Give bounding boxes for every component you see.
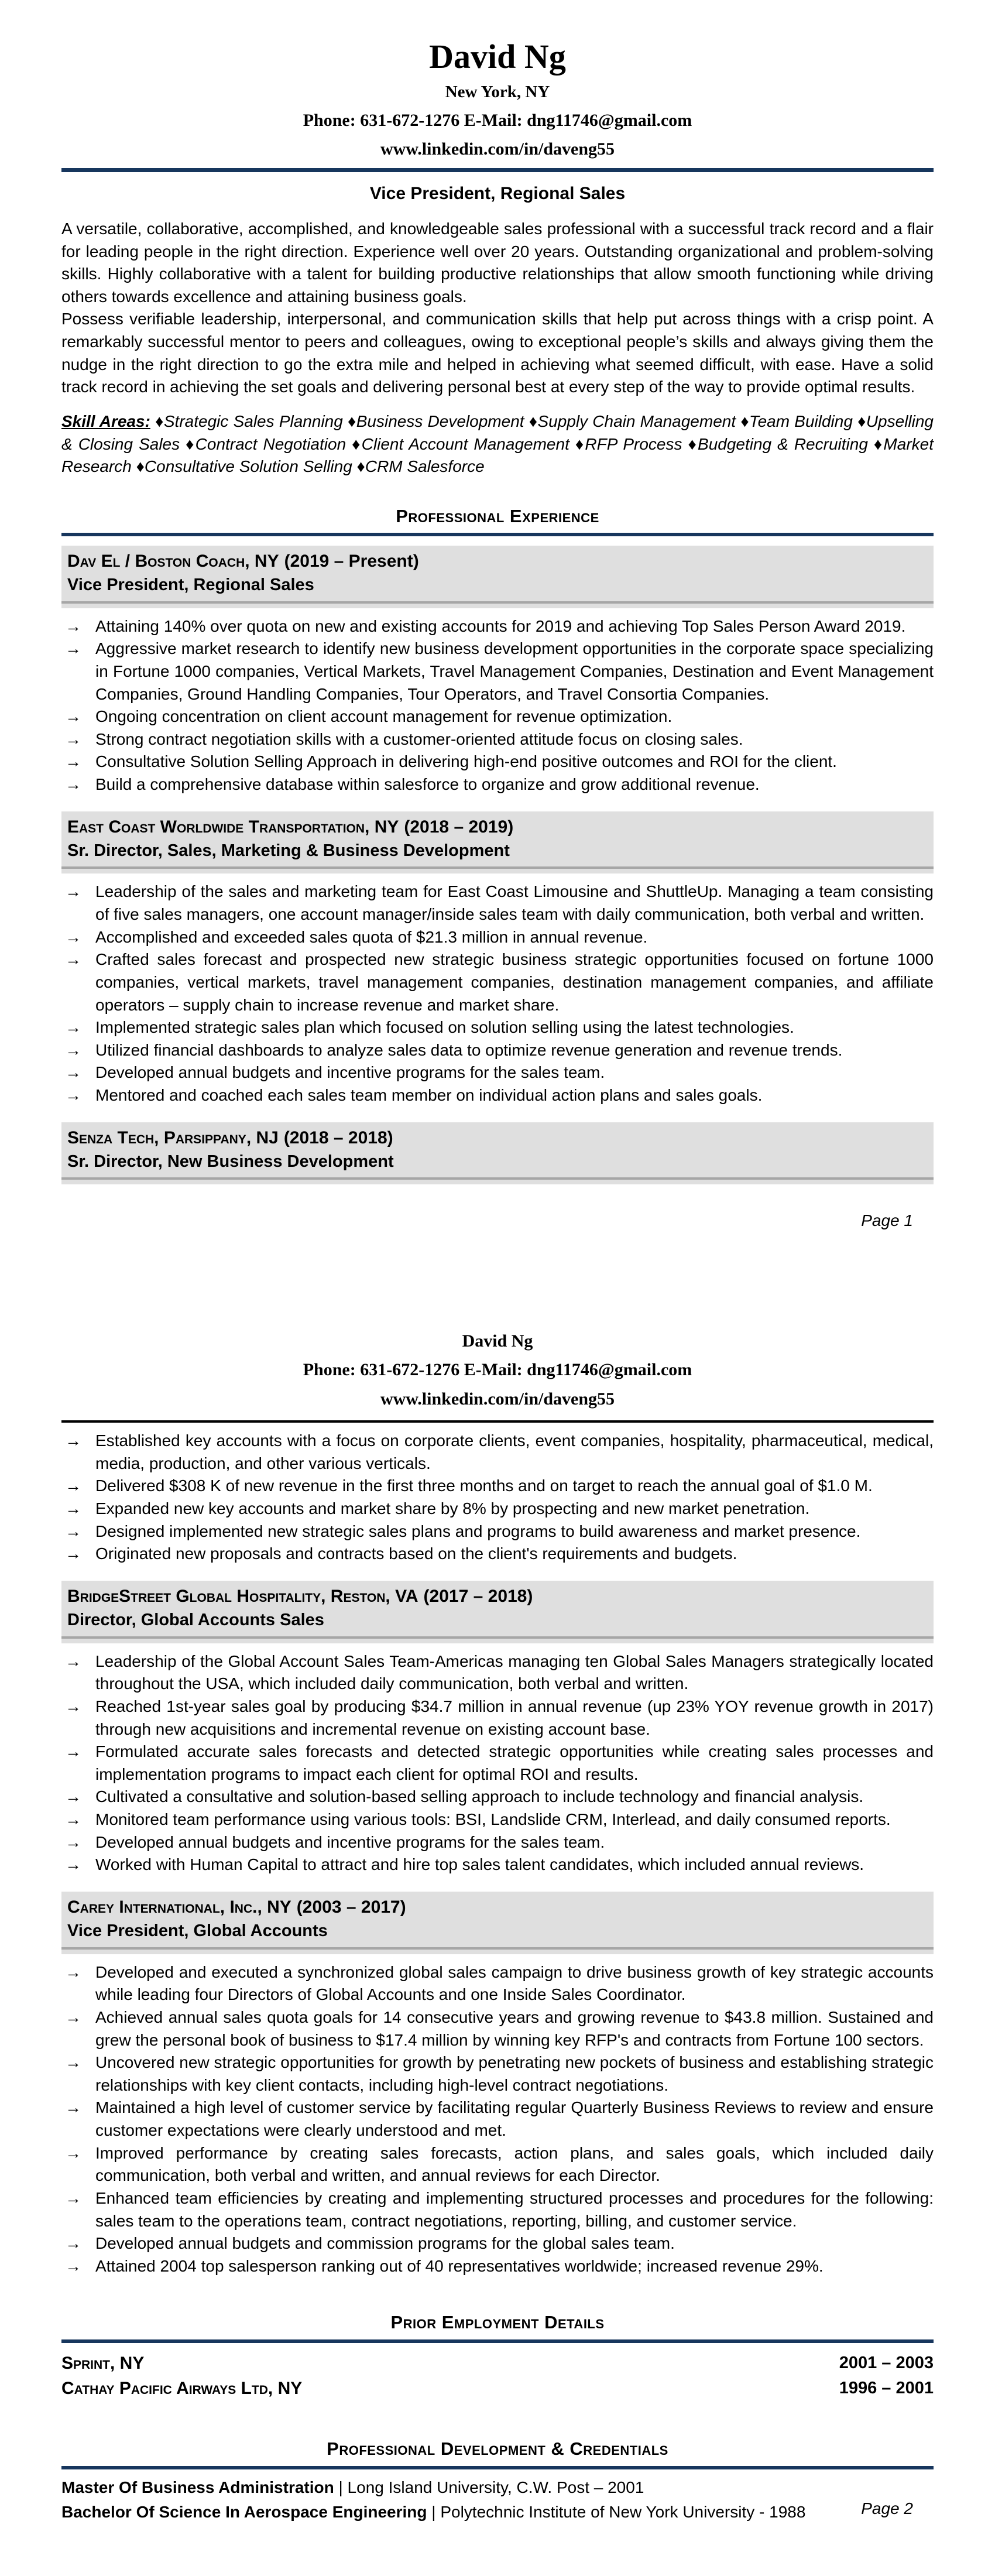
arrow-bullet-icon: → bbox=[65, 1522, 81, 1540]
contact-line: Phone: 631-672-1276 E-Mail: dng11746@gmail.com bbox=[303, 110, 692, 130]
skill-areas-list: ♦Strategic Sales Planning ♦Business Development ♦Supply Chain Management ♦Team Building ♦Upselling & Closing Sales ♦Contract Negotiation ♦Client Account Management ♦RFP Process ♦Budgeting & Recruiting ♦Market Research ♦Consultative Solution Selling ♦CRM Salesforce bbox=[61, 412, 934, 476]
bullet-item bbox=[61, 751, 934, 773]
degree-detail: | Long Island University, C.W. Post – 2001 bbox=[334, 2478, 644, 2496]
job-title: Sr. Director, New Business Development bbox=[67, 1152, 394, 1171]
arrow-bullet-icon: → bbox=[65, 1063, 81, 1082]
bullet-text: Aggressive market research to identify new business development opportunities in the corporate space specializing in Fortune 1000 companies, Vertical Markets, Travel Management Companies, Destination and Event Management Companies, Ground Handling Companies, Tour Operators, and Travel Consortia Companies. bbox=[95, 639, 934, 703]
job-title: Director, Global Accounts Sales bbox=[67, 1611, 324, 1630]
bullet-list bbox=[61, 1650, 934, 1876]
linkedin-url: www.linkedin.com/in/daveng55 bbox=[380, 139, 615, 159]
bullet-item bbox=[61, 2232, 934, 2255]
section-divider bbox=[61, 533, 934, 536]
location-line: New York, NY bbox=[445, 82, 550, 101]
arrow-bullet-icon: → bbox=[65, 639, 81, 658]
linkedin-url: www.linkedin.com/in/daveng55 bbox=[380, 1389, 615, 1409]
bullet-item bbox=[61, 2187, 934, 2232]
arrow-bullet-icon: → bbox=[65, 1499, 81, 1518]
bullet-text: Accomplished and exceeded sales quota of $21.3 million in annual revenue. bbox=[95, 927, 648, 946]
arrow-bullet-icon: → bbox=[65, 882, 81, 901]
arrow-bullet-icon: → bbox=[65, 1832, 81, 1851]
prior-employment-row bbox=[61, 2376, 934, 2400]
job-header bbox=[61, 1581, 934, 1643]
arrow-bullet-icon: → bbox=[65, 1810, 81, 1829]
company-name: Senza Tech, Parsippany, NJ bbox=[67, 1128, 279, 1147]
job-dates: (2019 – Present) bbox=[284, 551, 419, 571]
bullet-item bbox=[61, 1854, 934, 1876]
arrow-bullet-icon: → bbox=[65, 1018, 81, 1037]
bullet-text: Originated new proposals and contracts based on the client's requirements and budgets. bbox=[95, 1544, 737, 1563]
arrow-bullet-icon: → bbox=[65, 1086, 81, 1105]
bullet-text: Monitored team performance using various tools: BSI, Landslide CRM, Interlead, and daily consumed reports. bbox=[95, 1810, 891, 1829]
summary-paragraph: A versatile, collaborative, accomplished, and knowledgeable sales professional with a successful track record and a flair for leading people in the right direction. Experience well over 20 years. Outstanding organizational and problem-solving skills. Highly collaborative with a talent for building productive relationships that allow smooth functioning while driving others towards excellence and attaining business goals. bbox=[61, 219, 934, 306]
bullet-text: Developed annual budgets and incentive programs for the sales team. bbox=[95, 1832, 605, 1851]
job-header bbox=[61, 811, 934, 874]
bullet-text: Reached 1st-year sales goal by producing $34.7 million in annual revenue (up 23% YOY revenue growth in 2017) through new acquisitions and incremental revenue on existing account base. bbox=[95, 1697, 934, 1738]
arrow-bullet-icon: → bbox=[65, 2098, 81, 2117]
arrow-bullet-icon: → bbox=[65, 2256, 81, 2275]
arrow-bullet-icon: → bbox=[65, 775, 81, 794]
arrow-bullet-icon: → bbox=[65, 2008, 81, 2026]
bullet-item bbox=[61, 1061, 934, 1084]
bullet-list bbox=[61, 1430, 934, 1566]
arrow-bullet-icon: → bbox=[65, 1962, 81, 1981]
bullet-item bbox=[61, 638, 934, 705]
page-number: Page 2 bbox=[861, 2499, 913, 2518]
bullet-item bbox=[61, 1650, 934, 1695]
bullet-item bbox=[61, 705, 934, 728]
bullet-text: Attained 2004 top salesperson ranking out of 40 representatives worldwide; increased revenue 29%. bbox=[95, 2256, 824, 2275]
job-dates: (2003 – 2017) bbox=[296, 1897, 406, 1917]
bullet-item bbox=[61, 2097, 934, 2142]
company-name: Carey International, Inc., NY bbox=[67, 1897, 291, 1917]
bullet-text: Cultivated a consultative and solution-based selling approach to include technology and financial analysis. bbox=[95, 1787, 864, 1806]
bullet-item bbox=[61, 615, 934, 638]
arrow-bullet-icon: → bbox=[65, 1855, 81, 1874]
bullet-text: Designed implemented new strategic sales plans and programs to build awareness and market presence. bbox=[95, 1522, 861, 1540]
bullet-item bbox=[61, 1741, 934, 1786]
job-header-rule bbox=[61, 1177, 934, 1180]
arrow-bullet-icon: → bbox=[65, 2053, 81, 2072]
job-dates: 2001 – 2003 bbox=[839, 2353, 934, 2372]
bullet-text: Improved performance by creating sales forecasts, action plans, and sales goals, which included daily communication, both verbal and written, and annual reviews for each Director. bbox=[95, 2143, 934, 2185]
bullet-text: Established key accounts with a focus on corporate clients, event companies, hospitality, pharmaceutical, medical, media, production, and other various verticals. bbox=[95, 1431, 934, 1472]
bullet-item bbox=[61, 948, 934, 1016]
bullet-item bbox=[61, 773, 934, 796]
bullet-text: Ongoing concentration on client account management for revenue optimization. bbox=[95, 707, 673, 726]
bullet-text: Leadership of the Global Account Sales Team-Americas managing ten Global Sales Managers strategically located throughout the USA, which included daily communication, both verbal and written. bbox=[95, 1652, 934, 1693]
bullet-item bbox=[61, 1543, 934, 1566]
bullet-text: Uncovered new strategic opportunities for growth by penetrating new pockets of business and establishing strategic relationships with key client contacts, including high-level contract negotiations. bbox=[95, 2053, 934, 2094]
bullet-item bbox=[61, 728, 934, 751]
bullet-item bbox=[61, 2006, 934, 2051]
education-item bbox=[61, 2501, 934, 2524]
bullet-text: Developed annual budgets and commission programs for the global sales team. bbox=[95, 2234, 675, 2253]
bullet-item bbox=[61, 1808, 934, 1831]
job-title: Vice President, Global Accounts bbox=[67, 1921, 328, 1941]
company-name: Sprint, NY bbox=[61, 2353, 145, 2373]
section-heading-prior-employment: Prior Employment Details bbox=[390, 2312, 605, 2333]
job-header bbox=[61, 1122, 934, 1185]
job-dates: (2018 – 2019) bbox=[404, 817, 514, 837]
job-dates: (2018 – 2018) bbox=[283, 1128, 393, 1147]
bullet-text: Mentored and coached each sales team member on individual action plans and sales goals. bbox=[95, 1086, 763, 1105]
bullet-item bbox=[61, 1498, 934, 1520]
job-dates: (2017 – 2018) bbox=[423, 1586, 533, 1606]
bullet-item bbox=[61, 1786, 934, 1808]
arrow-bullet-icon: → bbox=[65, 2143, 81, 2162]
candidate-name: David Ng bbox=[462, 1331, 533, 1351]
bullet-text: Implemented strategic sales plan which focused on solution selling using the latest technologies. bbox=[95, 1018, 794, 1037]
bullet-text: Achieved annual sales quota goals for 14 consecutive years and growing revenue to $43.8 million. Sustained and grew the personal book of business to $17.4 million by winning key RFP's and contracts from Fortune 100 sectors. bbox=[95, 2008, 934, 2049]
degree-name: Master Of Business Administration bbox=[61, 2478, 334, 2496]
arrow-bullet-icon: → bbox=[65, 1477, 81, 1495]
contact-line: Phone: 631-672-1276 E-Mail: dng11746@gmail.com bbox=[303, 1360, 692, 1380]
bullet-item bbox=[61, 1831, 934, 1854]
resume-page-2 bbox=[0, 1288, 995, 2576]
bullet-item bbox=[61, 2051, 934, 2097]
bullet-item bbox=[61, 926, 934, 949]
arrow-bullet-icon: → bbox=[65, 1544, 81, 1563]
arrow-bullet-icon: → bbox=[65, 950, 81, 969]
arrow-bullet-icon: → bbox=[65, 707, 81, 726]
bullet-text: Worked with Human Capital to attract and hire top sales talent candidates, which included annual reviews. bbox=[95, 1855, 864, 1874]
job-title: Vice President, Regional Sales bbox=[67, 576, 314, 595]
arrow-bullet-icon: → bbox=[65, 1787, 81, 1806]
arrow-bullet-icon: → bbox=[65, 752, 81, 771]
bullet-list bbox=[61, 1961, 934, 2278]
section-heading-experience: Professional Experience bbox=[396, 505, 599, 526]
bullet-text: Developed annual budgets and incentive programs for the sales team. bbox=[95, 1063, 605, 1082]
bullet-text: Utilized financial dashboards to analyze sales data to optimize revenue generation and revenue trends. bbox=[95, 1040, 843, 1059]
bullet-text: Expanded new key accounts and market share by 8% by prospecting and new market penetration. bbox=[95, 1499, 810, 1518]
skill-areas-label: Skill Areas: bbox=[61, 412, 150, 430]
bullet-item bbox=[61, 1016, 934, 1039]
header-divider bbox=[61, 168, 934, 172]
company-name: Cathay Pacific Airways Ltd, NY bbox=[61, 2379, 303, 2398]
bullet-item bbox=[61, 1084, 934, 1107]
arrow-bullet-icon: → bbox=[65, 1697, 81, 1715]
prior-employment-list bbox=[61, 2351, 934, 2401]
section-divider bbox=[61, 2466, 934, 2469]
degree-detail: | Polytechnic Institute of New York University - 1988 bbox=[427, 2503, 806, 2522]
bullet-text: Leadership of the sales and marketing team for East Coast Limousine and ShuttleUp. Managing a team consisting of five sales managers, one account manager/inside sales team with daily communication, both verbal and written. bbox=[95, 882, 934, 924]
bullet-text: Crafted sales forecast and prospected new strategic business strategic opportunities focused on fortune 1000 companies, vertical markets, travel management companies, destination management companies, and affiliate operators – supply chain to increase revenue and market share. bbox=[95, 950, 934, 1014]
bullet-item bbox=[61, 2142, 934, 2187]
bullet-item bbox=[61, 1520, 934, 1543]
section-divider bbox=[61, 2339, 934, 2343]
bullet-item bbox=[61, 1039, 934, 1062]
bullet-item bbox=[61, 881, 934, 926]
company-name: Dav El / Boston Coach, NY bbox=[67, 551, 279, 571]
bullet-list bbox=[61, 615, 934, 796]
summary-paragraph: Possess verifiable leadership, interpersonal, and communication skills that help put across things with a crisp point. A remarkably successful mentor to peers and colleagues, owing to exceptional people’s skills and always giving them the nudge in the right direction to go the extra mile and helped in achieving what seemed difficult, with ease. Have a solid track record in achieving the set goals and delivering personal best at every step of the way to provide optimal results. bbox=[61, 310, 934, 396]
bullet-item bbox=[61, 1475, 934, 1498]
bullet-list bbox=[61, 881, 934, 1107]
skill-areas bbox=[61, 410, 934, 478]
job-header-rule bbox=[61, 601, 934, 604]
bullet-text: Attaining 140% over quota on new and existing accounts for 2019 and achieving Top Sales Person Award 2019. bbox=[95, 616, 906, 635]
bullet-text: Consultative Solution Selling Approach in delivering high-end positive outcomes and ROI for the client. bbox=[95, 752, 837, 771]
arrow-bullet-icon: → bbox=[65, 616, 81, 635]
job-header bbox=[61, 1892, 934, 1954]
bullet-text: Developed and executed a synchronized global sales campaign to drive business growth of key strategic accounts while leading four Directors of Global Accounts and one Inside Sales Coordinator. bbox=[95, 1962, 934, 2004]
job-header-rule bbox=[61, 866, 934, 869]
prior-employment-row bbox=[61, 2351, 934, 2375]
job-title: Sr. Director, Sales, Marketing & Business Development bbox=[67, 841, 510, 861]
education-item bbox=[61, 2476, 934, 2499]
headline-title: Vice President, Regional Sales bbox=[369, 184, 626, 204]
company-name: BridgeStreet Global Hospitality, Reston, VA bbox=[67, 1586, 418, 1606]
bullet-text: Maintained a high level of customer service by facilitating regular Quarterly Business Reviews to review and ensure customer expectations were clearly understood and met. bbox=[95, 2098, 934, 2140]
degree-name: Bachelor Of Science In Aerospace Engineering bbox=[61, 2503, 427, 2522]
job-header-rule bbox=[61, 1636, 934, 1639]
bullet-item bbox=[61, 1961, 934, 2006]
company-name: East Coast Worldwide Transportation, NY bbox=[67, 817, 399, 837]
arrow-bullet-icon: → bbox=[65, 927, 81, 946]
arrow-bullet-icon: → bbox=[65, 729, 81, 748]
bullet-text: Build a comprehensive database within salesforce to organize and grow additional revenue. bbox=[95, 775, 760, 794]
bullet-text: Formulated accurate sales forecasts and detected strategic opportunities while creating sales processes and implementation programs to impact each client for optimal ROI and results. bbox=[95, 1742, 934, 1783]
bullet-item bbox=[61, 1430, 934, 1475]
bullet-text: Enhanced team efficiencies by creating and implementing structured processes and procedures for the following: sales team to the operations team, contract negotiations, reporting, billing, and customer service. bbox=[95, 2188, 934, 2230]
section-heading-development: Professional Development & Credentials bbox=[327, 2438, 668, 2459]
arrow-bullet-icon: → bbox=[65, 1742, 81, 1761]
arrow-bullet-icon: → bbox=[65, 1431, 81, 1450]
bullet-text: Strong contract negotiation skills with a customer-oriented attitude focus on closing sales. bbox=[95, 729, 743, 748]
job-header bbox=[61, 546, 934, 608]
bullet-text: Delivered $308 K of new revenue in the first three months and on target to reach the annual goal of $1.0 M. bbox=[95, 1477, 873, 1495]
arrow-bullet-icon: → bbox=[65, 1652, 81, 1670]
bullet-item bbox=[61, 2255, 934, 2278]
arrow-bullet-icon: → bbox=[65, 2234, 81, 2253]
header-divider bbox=[61, 1420, 934, 1423]
job-header-rule bbox=[61, 1947, 934, 1950]
candidate-name: David Ng bbox=[429, 37, 566, 76]
arrow-bullet-icon: → bbox=[65, 1040, 81, 1059]
bullet-item bbox=[61, 1695, 934, 1741]
page-number: Page 1 bbox=[861, 1211, 913, 1230]
education-list bbox=[61, 2476, 934, 2524]
arrow-bullet-icon: → bbox=[65, 2188, 81, 2207]
job-dates: 1996 – 2001 bbox=[839, 2379, 934, 2397]
